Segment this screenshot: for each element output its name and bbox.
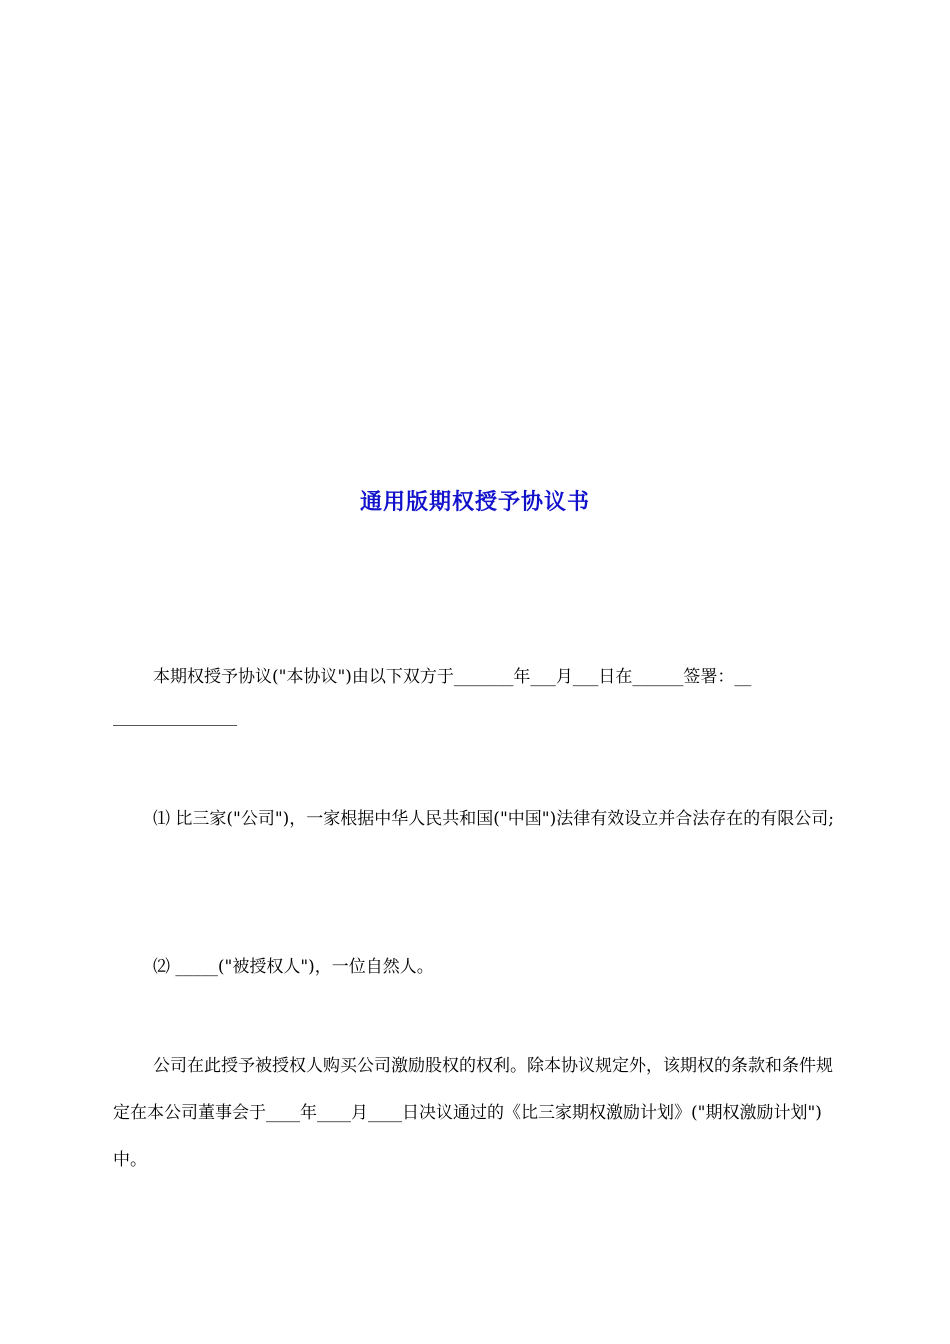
party-one-paragraph: ⑴ 比三家("公司")，一家根据中华人民共和国("中国")法律有效设立并合法存在的有限公司; [153,809,834,829]
grant-paragraph: 公司在此授予被授权人购买公司激励股权的权利。除本协议规定外，该期权的条款和条件规定在本公司董事会于____年____月____日决议通过的《比三家期权激励计划》("期权激励计划")中。 [113,1056,833,1170]
intro-paragraph: 本期权授予协议("本协议")由以下双方于_______年___月___日在______签署：__ [153,667,752,687]
signature-blank-line [113,725,237,726]
document-title: 通用版期权授予协议书 [359,490,590,515]
party-two-paragraph: ⑵ _____("被授权人")，一位自然人。 [153,957,434,977]
